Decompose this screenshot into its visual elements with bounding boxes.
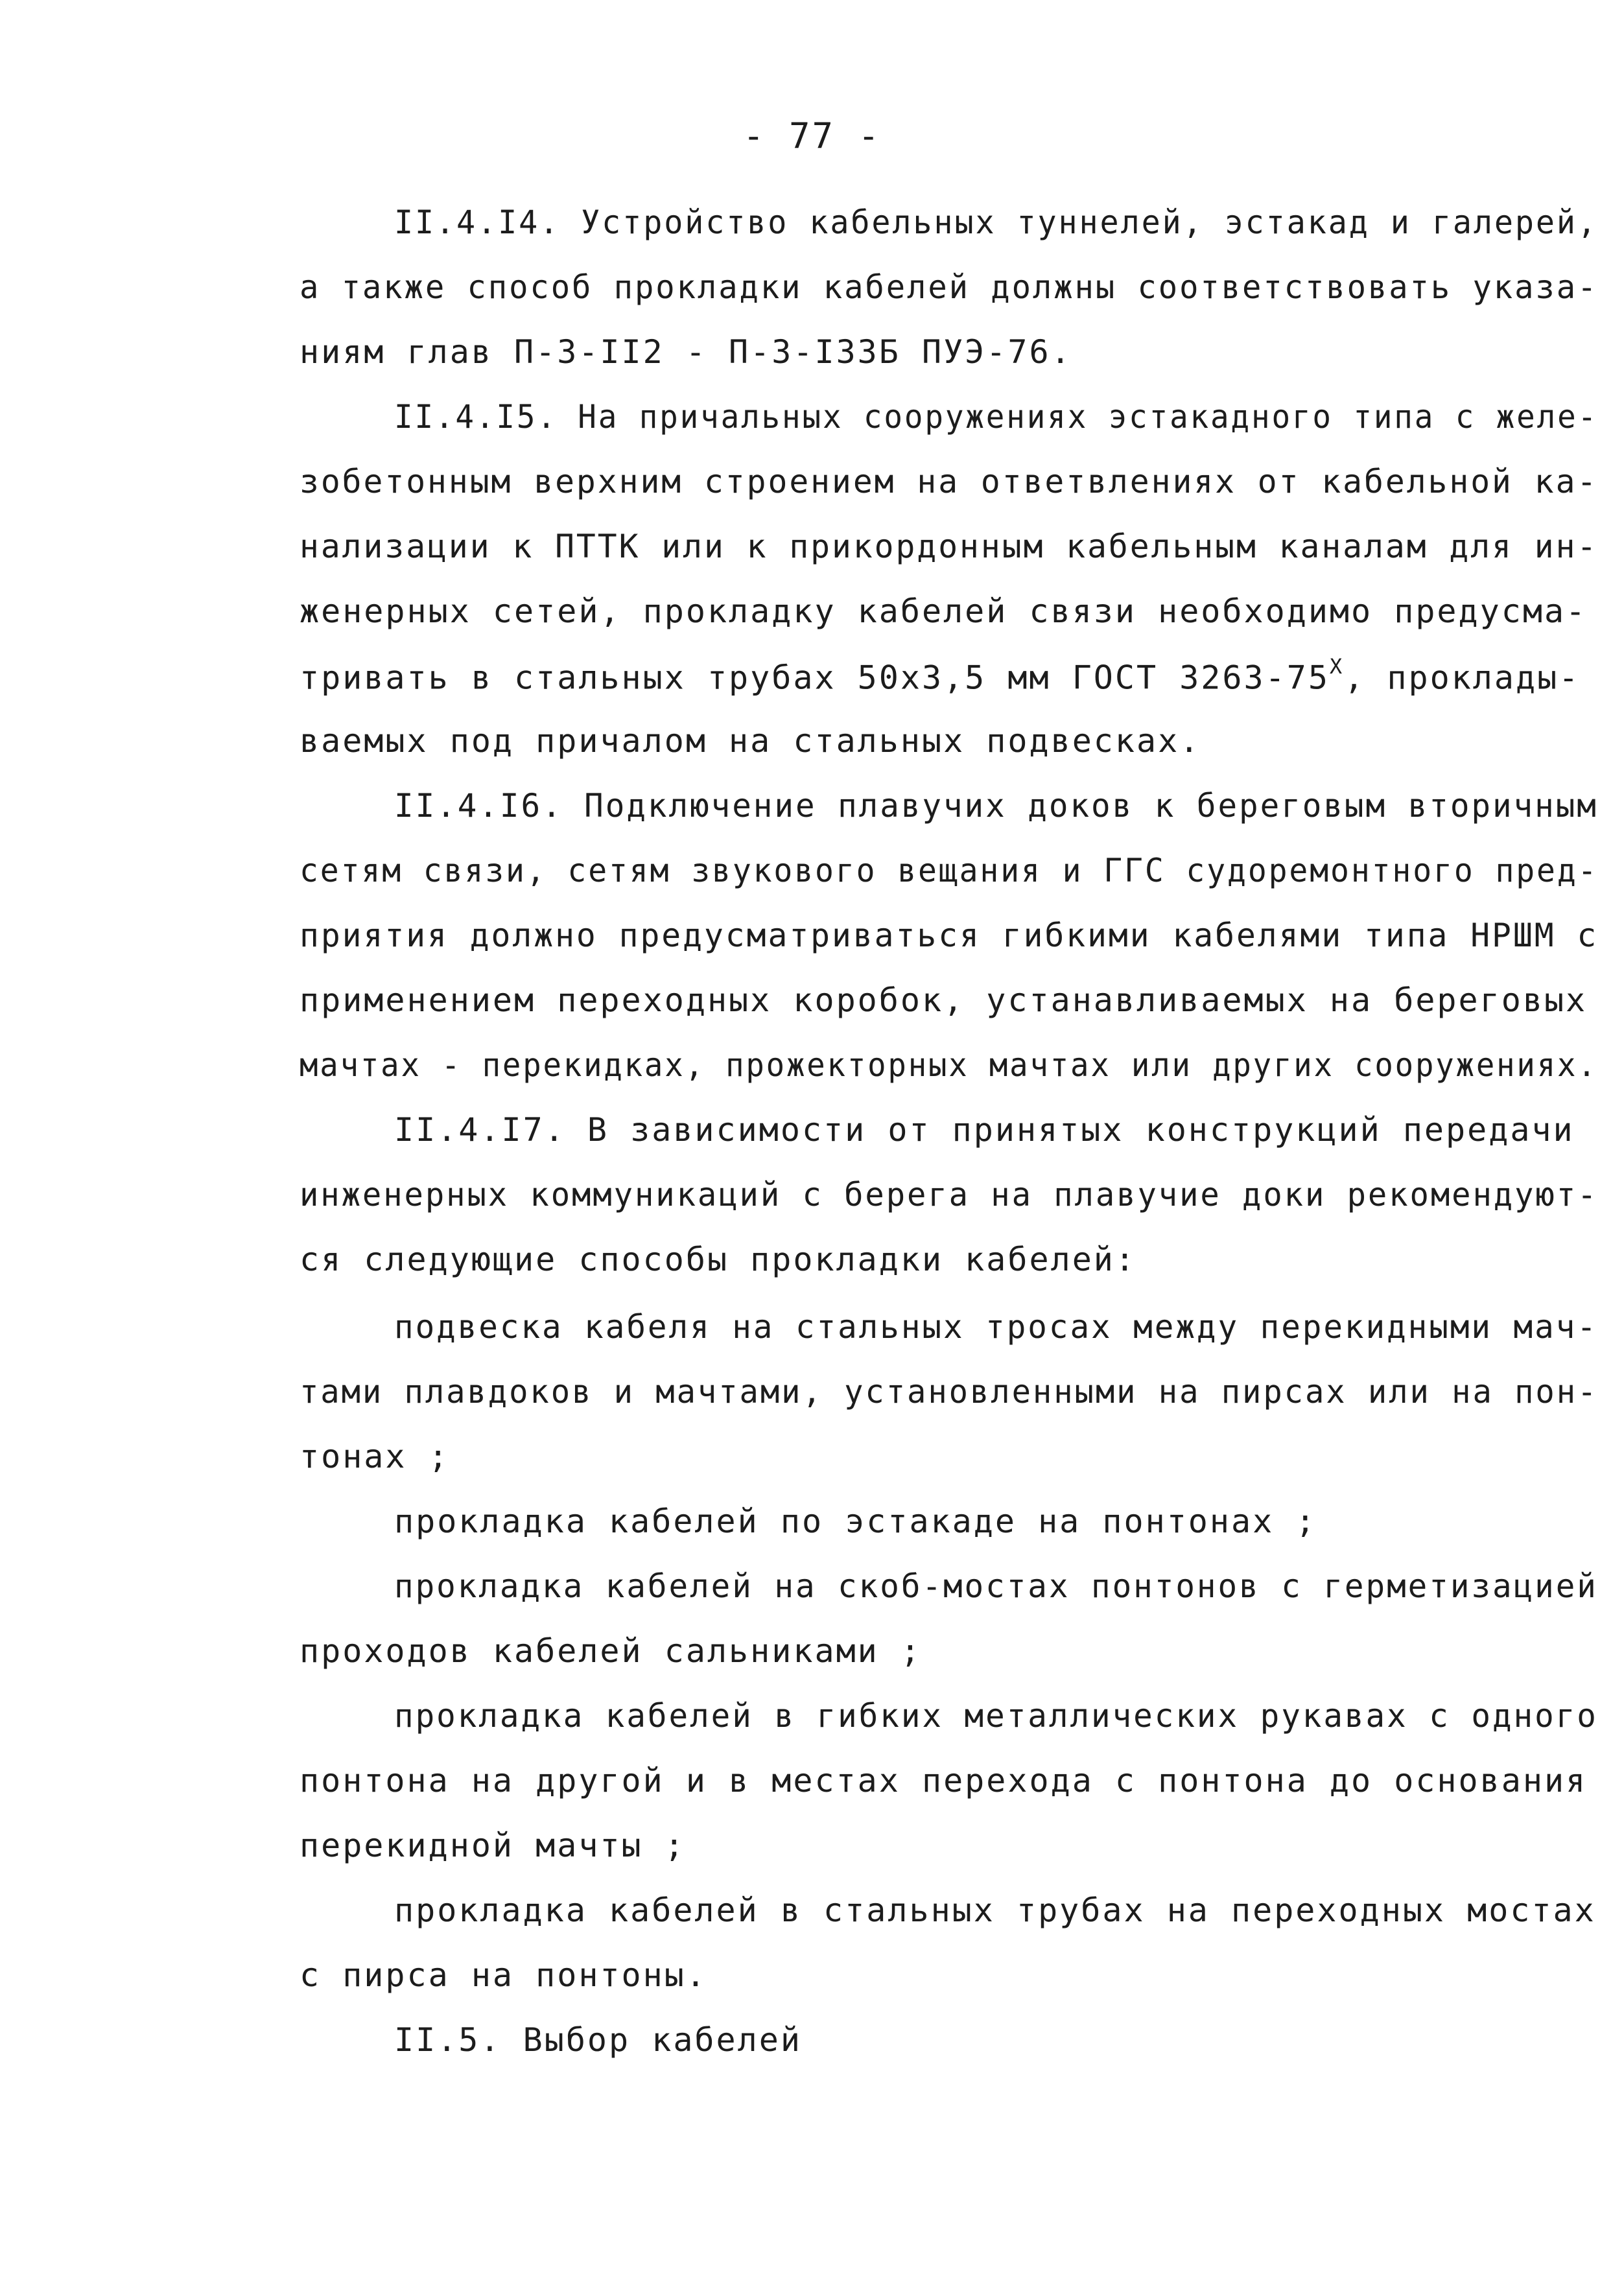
text-line-with-superscript [300,654,1581,697]
text-line: применением переходных коробок, устанавливаемых на береговых [300,981,1588,1019]
text-line: женерных сетей, прокладку кабелей связи необходимо предусма- [300,592,1588,630]
text-segment: , проклады- [1344,659,1581,697]
text-line: перекидной мачты ; [300,1827,686,1864]
page-number: - 77 - [742,115,882,156]
text-line: прокладка кабелей в гибких металлических рукавах с одного [394,1697,1598,1735]
text-line: подвеска кабеля на стальных тросах между перекидными мач- [394,1308,1598,1346]
text-line: ниям глав П-3-II2 - П-3-I33Б ПУЭ-76. [300,333,1072,371]
text-line: ся следующие способы прокладки кабелей: [300,1241,1136,1278]
text-line: сетям связи, сетям звукового вещания и ГГС судоремонтного пред- [300,852,1599,889]
text-line: ваемых под причалом на стальных подвесках. [300,722,1201,760]
text-line: прокладка кабелей по эстакаде на понтонах ; [394,1503,1317,1540]
text-line: тонах ; [300,1438,450,1475]
text-line: прокладка кабелей в стальных трубах на переходных мостах [394,1892,1596,1929]
text-line: проходов кабелей сальниками ; [300,1632,922,1670]
text-line: приятия должно предусматриваться гибкими кабелями типа НРШМ с [300,917,1599,954]
text-line: зобетонным верхним строением на ответвлениях от кабельной ка- [300,463,1599,500]
text-line: мачтах - перекидках, прожекторных мачтах или других сооружениях. [300,1046,1598,1084]
text-line: а также способ прокладки кабелей должны соответствовать указа- [300,268,1599,306]
text-line: прокладка кабелей на скоб-мостах понтонов с герметизацией [394,1567,1598,1605]
text-line: II.4.I6. Подключение плавучих доков к береговым вторичным [394,787,1598,825]
text-line: с пирса на понтоны. [300,1956,707,1994]
text-segment: тривать в стальных трубах 50х3,5 мм ГОСТ 3263-75 [300,659,1330,697]
text-line: II.4.I5. На причальных сооружениях эстакадного типа с желе- [394,398,1599,436]
text-line: тами плавдоков и мачтами, установленными на пирсах или на пон- [300,1373,1599,1411]
text-line: II.4.I4. Устройство кабельных туннелей, эстакад и галерей, [394,204,1598,241]
text-line: нализации к ПТТК или к прикордонным кабельным каналам для ин- [300,528,1599,565]
text-line: инженерных коммуникаций с берега на плавучие доки рекомендуют- [300,1176,1599,1213]
text-line: II.4.I7. В зависимости от принятых конструкций передачи [394,1111,1575,1149]
section-heading: II.5. Выбор кабелей [394,2021,802,2059]
superscript: Х [1329,654,1345,679]
text-line: понтона на другой и в местах перехода с понтона до основания [300,1762,1588,1799]
